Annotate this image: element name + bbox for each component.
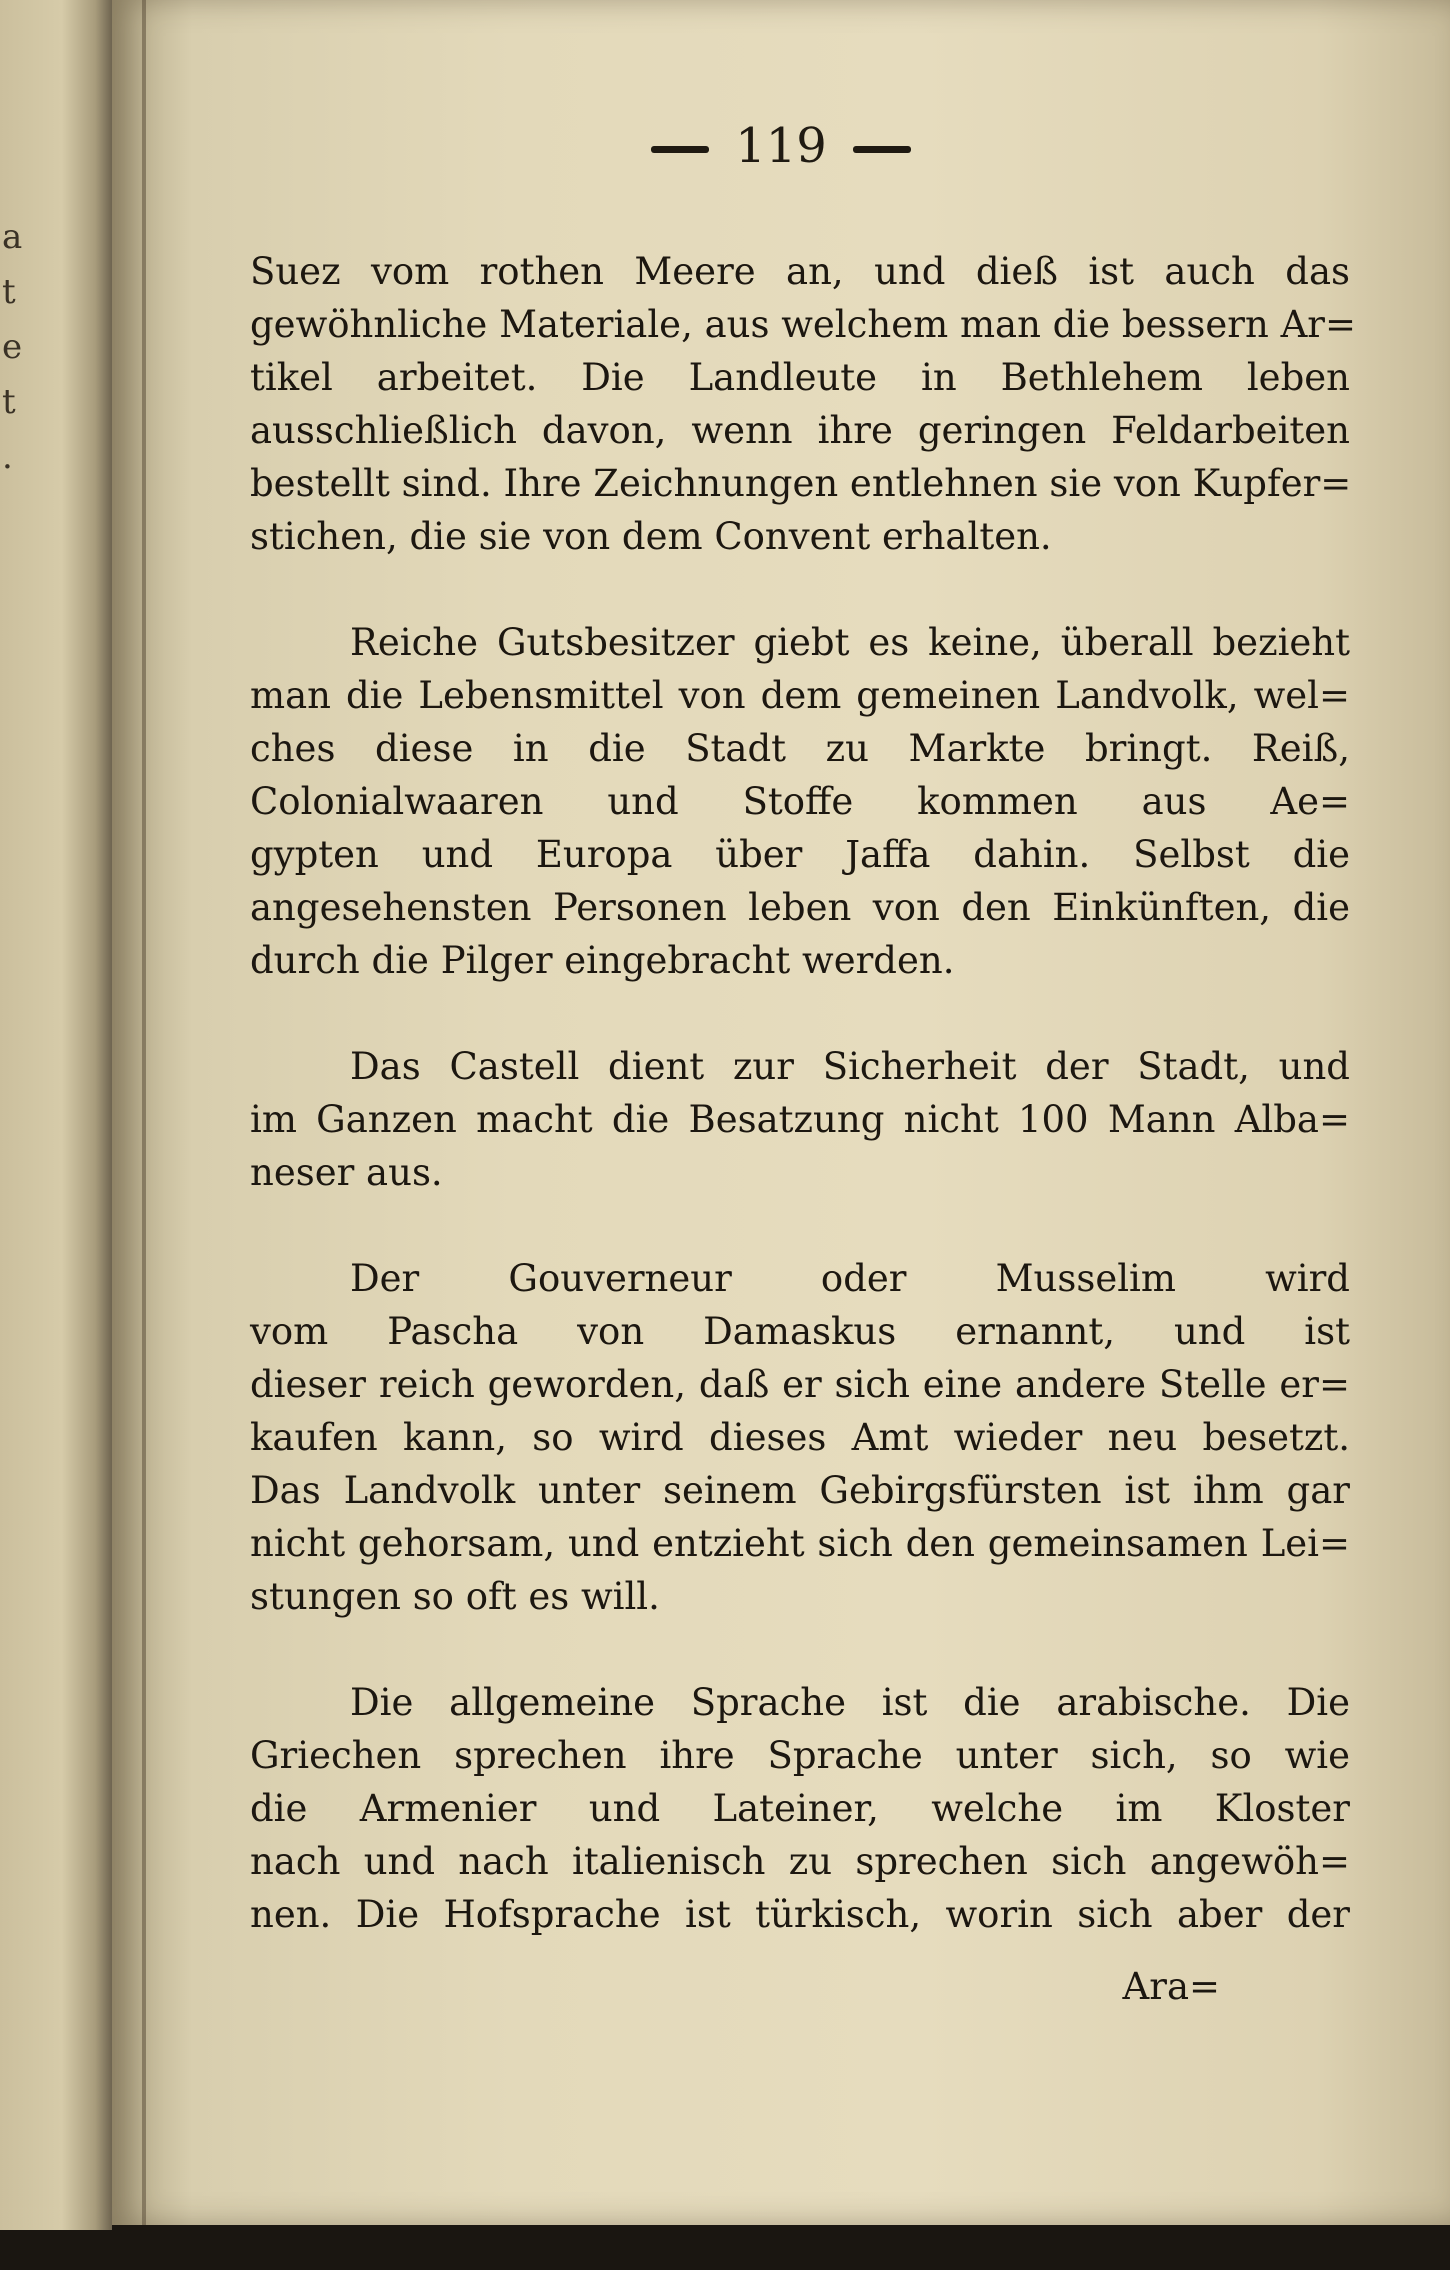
text-line: Griechen sprechen ihre Sprache unter sich, so wie (250, 1734, 1350, 1777)
page-header (112, 118, 1450, 174)
text-line: angesehensten Personen leben von den Einkünften, die (250, 886, 1350, 929)
text-line: gewöhnliche Materiale, aus welchem man die bessern Ar= (250, 303, 1356, 346)
text-line: Reiche Gutsbesitzer giebt es keine, überall bezieht (350, 621, 1350, 664)
previous-page-fragment (2, 210, 42, 485)
text-line: man die Lebensmittel von dem gemeinen Landvolk, wel= (250, 674, 1350, 717)
text-line: gypten und Europa über Jaffa dahin. Selbst die (250, 833, 1350, 876)
text-line: Colonialwaaren und Stoffe kommen aus Ae= (250, 780, 1350, 823)
prev-char: t (2, 382, 16, 422)
page-gutter (142, 0, 146, 2225)
text-line: ches diese in die Stadt zu Markte bringt. Reiß, (250, 727, 1350, 770)
text-line: stungen so oft es will. (250, 1575, 660, 1618)
text-line: die Armenier und Lateiner, welche im Kloster (250, 1787, 1350, 1830)
text-line: dieser reich geworden, daß er sich eine andere Stelle er= (250, 1363, 1350, 1406)
text-line: Das Castell dient zur Sicherheit der Stadt, und (350, 1045, 1350, 1088)
text-line: kaufen kann, so wird dieses Amt wieder neu besetzt. (250, 1416, 1350, 1459)
header-dash-right (853, 146, 911, 153)
prev-char: e (2, 327, 23, 367)
text-line: tikel arbeitet. Die Landleute in Bethlehem leben (250, 356, 1350, 399)
text-line: Suez vom rothen Meere an, und dieß ist auch das (250, 250, 1350, 293)
catchword: Ara= (1122, 1965, 1220, 2008)
text-line: Der Gouverneur oder Musselim wird (350, 1257, 1350, 1300)
text-line: bestellt sind. Ihre Zeichnungen entlehnen sie von Kupfer= (250, 462, 1352, 505)
paragraph (250, 616, 1350, 987)
paragraph (250, 1040, 1350, 1199)
text-line: nach und nach italienisch zu sprechen sich angewöh= (250, 1840, 1350, 1883)
page-number: 119 (735, 118, 827, 174)
prev-char: . (2, 437, 13, 477)
text-line: Das Landvolk unter seinem Gebirgsfürsten ist ihm gar (250, 1469, 1350, 1512)
text-line: Die allgemeine Sprache ist die arabische. Die (350, 1681, 1350, 1724)
text-line: nen. Die Hofsprache ist türkisch, worin sich aber der (250, 1893, 1350, 1936)
text-line: neser aus. (250, 1151, 443, 1194)
text-line: nicht gehorsam, und entzieht sich den gemeinsamen Lei= (250, 1522, 1350, 1565)
prev-char: a (2, 217, 23, 257)
text-line: stichen, die sie von dem Convent erhalten. (250, 515, 1052, 558)
book-page (112, 0, 1450, 2225)
text-line: durch die Pilger eingebracht werden. (250, 939, 955, 982)
paragraph (250, 1252, 1350, 1623)
text-line: ausschließlich davon, wenn ihre geringen Feldarbeiten (250, 409, 1350, 452)
text-line: im Ganzen macht die Besatzung nicht 100 Mann Alba= (250, 1098, 1350, 1141)
previous-page-edge (0, 0, 112, 2230)
prev-char: t (2, 272, 16, 312)
header-dash-left (651, 146, 709, 153)
text-line: vom Pascha von Damaskus ernannt, und ist (250, 1310, 1350, 1353)
body-text (250, 245, 1356, 1941)
paragraph (250, 245, 1356, 563)
paragraph (250, 1676, 1350, 1941)
